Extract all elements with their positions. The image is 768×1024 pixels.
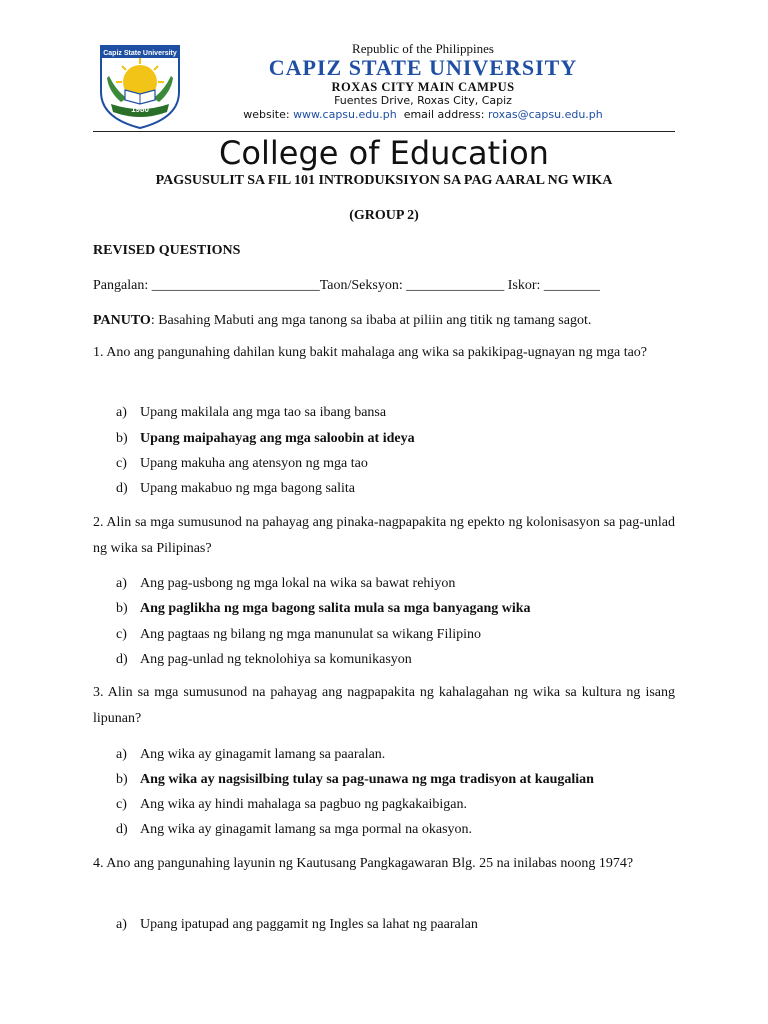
seal-text: Capiz State University	[103, 50, 177, 57]
seal-year: 1980	[131, 105, 149, 114]
choice-text: Upang makuha ang atensyon ng mga tao	[140, 456, 368, 471]
choice-2b[interactable]	[116, 600, 531, 618]
email-link[interactable]: roxas@capsu.edu.ph	[487, 108, 603, 121]
choice-3b[interactable]	[116, 771, 594, 789]
choice-letter: d)	[116, 822, 128, 837]
question-2: 2. Alin sa mga sumusunod na pahayag ang pinaka-nagpapakita ng epekto ng kolonisasyon sa pag-unlad ng wika sa Pilipinas?	[93, 515, 675, 556]
student-info-fields: Pangalan: ________________________Taon/Seksyon: ______________ Iskor: ________	[93, 278, 600, 293]
choice-2d[interactable]	[116, 651, 412, 669]
choice-text: Ang pagtaas ng bilang ng mga manunulat sa wikang Filipino	[140, 627, 482, 642]
choice-text: Ang paglikha ng mga bagong salita mula sa mga banyagang wika	[140, 601, 531, 616]
choice-3c[interactable]	[116, 796, 467, 814]
contact-line	[213, 108, 633, 122]
instructions-label: PANUTO	[93, 313, 151, 328]
choice-letter: a)	[116, 747, 127, 762]
website-label: website:	[243, 108, 290, 121]
choice-text: Upang makilala ang mga tao sa ibang bansa	[140, 405, 387, 420]
university-name: CAPIZ STATE UNIVERSITY	[268, 55, 578, 80]
instructions	[93, 312, 591, 330]
instructions-text: : Basahing Mabuti ang mga tanong sa ibaba at piliin ang titik ng tamang sagot.	[150, 313, 592, 328]
choice-1a[interactable]	[116, 404, 386, 422]
header-divider	[93, 131, 675, 132]
choice-1b[interactable]	[116, 430, 415, 448]
choice-4a[interactable]	[116, 916, 478, 934]
choice-3d[interactable]	[116, 821, 472, 839]
choice-letter: d)	[116, 652, 128, 667]
republic-line: Republic of the Philippines	[352, 41, 494, 56]
question-1: 1. Ano ang pangunahing dahilan kung bakit mahalaga ang wika sa pakikipag-ugnayan ng mga tao?	[93, 345, 648, 360]
campus-address: Fuentes Drive, Roxas City, Capiz	[334, 94, 512, 107]
exam-title: PAGSUSULIT SA FIL 101 INTRODUKSIYON SA PAG AARAL NG WIKA	[155, 173, 613, 188]
letterhead-text	[213, 42, 633, 122]
choice-letter: d)	[116, 481, 128, 496]
campus-name: ROXAS CITY MAIN CAMPUS	[331, 80, 515, 94]
question-3: 3. Alin sa mga sumusunod na pahayag ang nagpapakita ng kahalagahan ng wika sa kultura ng isang lipunan?	[93, 685, 675, 726]
choice-letter: c)	[116, 797, 127, 812]
choice-letter: c)	[116, 456, 127, 471]
website-link[interactable]: www.capsu.edu.ph	[293, 108, 397, 121]
section-heading: REVISED QUESTIONS	[93, 243, 241, 258]
choice-letter: a)	[116, 917, 127, 932]
choice-text: Ang wika ay hindi mahalaga sa pagbuo ng pagkakaibigan.	[140, 797, 467, 812]
choice-3a[interactable]	[116, 746, 385, 764]
letterhead	[93, 40, 675, 132]
choice-2c[interactable]	[116, 626, 481, 644]
email-label: email address:	[403, 108, 485, 121]
choice-text: Upang maipahayag ang mga saloobin at ideya	[140, 431, 415, 446]
choice-text: Upang ipatupad ang paggamit ng Ingles sa lahat ng paaralan	[140, 917, 478, 932]
choice-letter: b)	[116, 772, 128, 787]
group-label: (GROUP 2)	[349, 208, 419, 223]
university-seal-icon	[97, 42, 183, 130]
college-title: College of Education	[219, 134, 549, 172]
choice-2a[interactable]	[116, 575, 455, 593]
choice-text: Ang wika ay ginagamit lamang sa paaralan.	[140, 747, 386, 762]
choice-letter: b)	[116, 601, 128, 616]
choice-letter: c)	[116, 627, 127, 642]
choice-letter: a)	[116, 576, 127, 591]
question-4: 4. Ano ang pangunahing layunin ng Kautusang Pangkagawaran Blg. 25 na inilabas noong 1974?	[93, 856, 634, 871]
choice-text: Ang wika ay nagsisilbing tulay sa pag-unawa ng mga tradisyon at kaugalian	[140, 772, 594, 787]
choice-1c[interactable]	[116, 455, 368, 473]
choice-text: Ang pag-unlad ng teknolohiya sa komunikasyon	[140, 652, 412, 667]
choice-text: Ang pag-usbong ng mga lokal na wika sa bawat rehiyon	[140, 576, 456, 591]
choice-text: Ang wika ay ginagamit lamang sa mga pormal na okasyon.	[140, 822, 473, 837]
choice-letter: a)	[116, 405, 127, 420]
choice-letter: b)	[116, 431, 128, 446]
choice-1d[interactable]	[116, 480, 355, 498]
choice-text: Upang makabuo ng mga bagong salita	[140, 481, 356, 496]
